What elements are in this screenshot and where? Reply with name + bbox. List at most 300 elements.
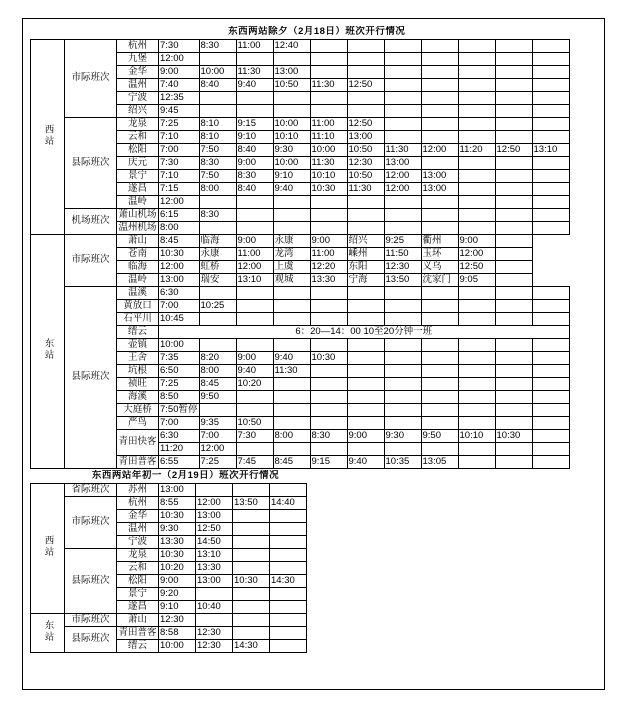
time-cell	[236, 338, 273, 351]
time-cell	[532, 429, 569, 442]
time-cell	[384, 195, 421, 208]
time-cell	[273, 221, 310, 234]
time-cell: 7:50暂停	[160, 403, 198, 415]
time-cell: 6:30	[159, 429, 200, 442]
time-cell: 12:40	[273, 39, 310, 52]
time-cell	[384, 351, 421, 364]
time-cell	[310, 338, 347, 351]
time-cell	[236, 208, 273, 221]
time-cell: 10:30	[233, 574, 270, 587]
time-cell	[347, 390, 384, 403]
time-cell: 10:10	[273, 130, 310, 143]
time-cell: 8:40	[236, 143, 273, 156]
time-cell	[273, 312, 310, 325]
table-row	[31, 117, 570, 130]
time-cell: 13:50	[233, 496, 270, 509]
time-cell	[196, 483, 233, 496]
route-label: 遂昌	[117, 182, 159, 195]
time-cell	[495, 65, 532, 78]
time-cell	[421, 130, 458, 143]
time-cell	[532, 286, 569, 299]
time-cell	[495, 286, 532, 299]
time-cell: 9:10	[236, 130, 273, 143]
time-cell	[384, 117, 421, 130]
time-cell: 6:55	[159, 455, 200, 468]
time-cell: 9:00	[236, 234, 273, 247]
time-cell	[495, 455, 532, 468]
time-cell	[421, 104, 458, 117]
time-cell: 8:10	[199, 117, 236, 130]
route-label: 宁波	[117, 535, 159, 548]
station-label-east: 东站	[31, 234, 65, 468]
time-cell: 8:00	[159, 221, 200, 234]
time-cell	[495, 338, 532, 351]
table2-title-row	[31, 470, 307, 483]
spacer	[31, 26, 65, 39]
time-cell	[384, 403, 421, 416]
time-cell	[273, 442, 310, 455]
time-cell	[532, 195, 569, 208]
time-cell	[347, 442, 384, 455]
time-cell: 13:00	[159, 483, 196, 496]
time-cell: 8:45	[199, 377, 236, 390]
time-cell	[495, 364, 532, 377]
time-cell	[495, 442, 532, 455]
time-cell	[458, 78, 495, 91]
time-cell	[421, 39, 458, 52]
time-cell: 10:00	[310, 143, 347, 156]
time-cell	[421, 351, 458, 364]
time-cell	[384, 364, 421, 377]
route-label: 温州机场	[118, 221, 157, 233]
time-cell	[384, 286, 421, 299]
route-label: 宁波	[117, 91, 159, 104]
time-cell	[273, 416, 310, 429]
time-cell	[495, 117, 532, 130]
time-cell	[233, 535, 270, 548]
time-cell: 10:45	[159, 312, 200, 325]
time-cell: 11:30	[310, 78, 347, 91]
time-cell: 14:30	[270, 574, 307, 587]
route-label: 杭州	[117, 496, 159, 509]
time-cell: 8:45	[273, 455, 310, 468]
time-cell: 9:00	[458, 234, 495, 247]
time-cell: 7:25	[159, 117, 200, 130]
time-cell	[273, 104, 310, 117]
time-cell: 13:00	[384, 156, 421, 169]
time-cell: 13:30	[310, 273, 347, 286]
route-label: 义乌	[421, 260, 458, 273]
route-label: 云和	[117, 561, 159, 574]
time-cell	[495, 247, 532, 260]
time-cell: 11:00	[310, 117, 347, 130]
time-cell	[270, 600, 307, 613]
time-cell	[458, 455, 495, 468]
time-cell: 9:15	[236, 117, 273, 130]
time-cell	[421, 377, 458, 390]
route-label: 苍南	[117, 247, 159, 260]
time-cell: 12:50	[347, 78, 384, 91]
route-label: 景宁	[117, 169, 159, 182]
time-cell: 11:30	[310, 156, 347, 169]
time-cell	[532, 338, 569, 351]
time-cell	[495, 182, 532, 195]
time-cell: 12:50	[347, 117, 384, 130]
group-label-county: 县际班次	[65, 117, 117, 208]
time-cell	[270, 535, 307, 548]
time-cell	[532, 52, 569, 65]
time-cell: 12:50	[495, 143, 532, 156]
group-label-city: 市际班次	[65, 496, 117, 548]
time-cell: 11:00	[236, 247, 273, 260]
time-cell: 13:00	[196, 509, 233, 522]
time-cell	[421, 91, 458, 104]
time-cell: 11:30	[384, 143, 421, 156]
time-cell: 9:50	[421, 429, 458, 442]
route-label: 缙云	[117, 639, 159, 652]
time-cell: 13:00	[421, 169, 458, 182]
time-cell	[458, 130, 495, 143]
time-cell: 10:40	[196, 600, 233, 613]
time-cell	[532, 91, 569, 104]
time-cell	[236, 104, 273, 117]
time-cell	[384, 390, 421, 403]
time-cell	[236, 403, 273, 416]
time-cell: 8:00	[199, 364, 236, 377]
time-cell	[233, 626, 270, 639]
time-cell: 11:00	[310, 247, 347, 260]
time-cell: 9:10	[159, 600, 196, 613]
route-label: 绍兴	[347, 234, 384, 247]
time-cell	[495, 273, 532, 286]
time-cell: 12:00	[384, 182, 421, 195]
time-cell: 12:00	[384, 169, 421, 182]
time-cell	[495, 416, 532, 429]
time-cell: 10:35	[384, 455, 421, 468]
time-cell: 10:20	[236, 377, 273, 390]
route-label: 温州	[117, 78, 159, 91]
group-label-county: 县际班次	[65, 626, 117, 652]
time-cell	[458, 208, 495, 221]
time-cell	[273, 403, 310, 416]
time-cell	[495, 91, 532, 104]
time-cell	[236, 91, 273, 104]
time-cell: 9:00	[159, 574, 196, 587]
time-cell: 8:45	[159, 234, 200, 247]
time-cell	[458, 390, 495, 403]
time-cell	[233, 509, 270, 522]
route-label: 温岭	[117, 273, 159, 286]
time-cell	[347, 312, 384, 325]
time-cell	[421, 390, 458, 403]
time-cell	[273, 377, 310, 390]
time-cell	[199, 104, 236, 117]
time-cell: 9:15	[310, 455, 347, 468]
time-cell	[310, 39, 347, 52]
time-cell	[236, 52, 273, 65]
route-label: 坑根	[117, 364, 159, 377]
time-cell: 10:30	[310, 351, 347, 364]
time-cell	[270, 587, 307, 600]
time-cell: 12:30	[384, 260, 421, 273]
route-note: 6：20—14：00 10至20分钟一班	[159, 325, 570, 338]
time-cell	[310, 442, 347, 455]
time-cell	[384, 442, 421, 455]
time-cell	[458, 52, 495, 65]
group-label-province: 省际班次	[65, 483, 117, 496]
time-cell: 7:25	[159, 377, 200, 390]
time-cell	[532, 169, 569, 182]
time-cell: 9:10	[273, 169, 310, 182]
time-cell: 7:25	[199, 455, 236, 468]
time-cell	[310, 299, 347, 312]
time-cell	[532, 377, 569, 390]
time-cell	[458, 195, 495, 208]
time-cell: 11:20	[458, 143, 495, 156]
time-cell: 10:10	[310, 169, 347, 182]
time-cell: 11:30	[273, 364, 310, 377]
time-cell	[347, 403, 384, 416]
time-cell	[532, 104, 569, 117]
time-cell	[273, 286, 310, 299]
time-cell: 9:40	[347, 455, 384, 468]
time-cell	[199, 195, 236, 208]
route-label: 九堡	[117, 52, 159, 65]
time-cell: 8:30	[199, 208, 236, 221]
time-cell	[532, 65, 569, 78]
route-label: 云和	[117, 130, 159, 143]
time-cell: 12:00	[196, 496, 233, 509]
time-cell: 9:30	[159, 522, 196, 535]
route-label: 庆元	[117, 156, 159, 169]
table-row	[31, 483, 307, 496]
time-cell: 6:15	[159, 208, 200, 221]
time-cell	[532, 390, 569, 403]
time-cell	[495, 195, 532, 208]
time-cell	[495, 104, 532, 117]
group-label-airport: 机场班次	[65, 208, 117, 234]
time-cell	[495, 39, 532, 52]
time-cell	[495, 130, 532, 143]
time-cell	[273, 338, 310, 351]
time-cell	[347, 52, 384, 65]
schedule-table-chuxi	[30, 26, 570, 469]
route-label: 瑞安	[199, 273, 236, 286]
time-cell	[421, 364, 458, 377]
time-cell	[532, 39, 569, 52]
time-cell: 13:00	[273, 65, 310, 78]
time-cell	[421, 221, 458, 234]
time-cell	[384, 208, 421, 221]
route-label: 上虞	[273, 260, 310, 273]
time-cell	[458, 416, 495, 429]
time-cell	[421, 338, 458, 351]
time-cell: 13:10	[532, 143, 569, 156]
time-cell: 10:00	[273, 117, 310, 130]
time-cell	[310, 286, 347, 299]
time-cell	[532, 416, 569, 429]
time-cell	[495, 403, 532, 416]
time-cell	[310, 104, 347, 117]
time-cell	[347, 104, 384, 117]
time-cell	[384, 312, 421, 325]
group-label-city: 市际班次	[65, 39, 117, 117]
time-cell	[233, 548, 270, 561]
time-cell	[532, 455, 569, 468]
time-cell: 9:00	[236, 156, 273, 169]
time-cell	[199, 52, 236, 65]
time-cell: 9:40	[273, 182, 310, 195]
time-cell	[458, 117, 495, 130]
route-label: 龙湾	[273, 247, 310, 260]
time-cell: 12:00	[159, 195, 200, 208]
time-cell: 11:10	[310, 130, 347, 143]
time-cell	[273, 195, 310, 208]
route-label: 景宁	[117, 587, 159, 600]
time-cell	[495, 221, 532, 234]
table-row	[31, 39, 570, 52]
time-cell: 13:10	[236, 273, 273, 286]
time-cell: 12:30	[159, 613, 196, 626]
group-label-county: 县际班次	[65, 548, 117, 613]
time-cell: 11:30	[347, 182, 384, 195]
time-cell	[310, 221, 347, 234]
time-cell: 9:00	[347, 429, 384, 442]
time-cell	[236, 442, 273, 455]
time-cell: 10:20	[159, 561, 196, 574]
time-cell	[233, 561, 270, 574]
time-cell: 9:20	[159, 587, 196, 600]
time-cell	[458, 299, 495, 312]
route-label: 临海	[199, 234, 236, 247]
route-label: 衢州	[421, 234, 458, 247]
time-cell	[421, 78, 458, 91]
time-cell: 8:30	[310, 429, 347, 442]
time-cell	[310, 403, 347, 416]
time-cell: 9:30	[273, 143, 310, 156]
time-cell	[458, 91, 495, 104]
time-cell	[495, 52, 532, 65]
time-cell: 8:50	[159, 390, 200, 403]
table-row	[31, 613, 307, 626]
route-label: 黄放口	[117, 299, 159, 312]
time-cell: 13:50	[384, 273, 421, 286]
time-cell: 8:40	[236, 182, 273, 195]
route-label: 嵊州	[347, 247, 384, 260]
time-cell	[310, 377, 347, 390]
time-cell	[196, 587, 233, 600]
time-cell	[199, 286, 236, 299]
time-cell	[495, 260, 532, 273]
time-cell: 9:50	[199, 390, 236, 403]
route-label: 观城	[273, 273, 310, 286]
time-cell: 10:10	[458, 429, 495, 442]
time-cell	[233, 483, 270, 496]
route-label: 临海	[117, 260, 159, 273]
time-cell	[347, 195, 384, 208]
time-cell: 7:45	[236, 455, 273, 468]
time-cell: 9:05	[458, 273, 495, 286]
time-cell	[236, 299, 273, 312]
time-cell: 12:20	[310, 260, 347, 273]
time-cell: 8:00	[199, 182, 236, 195]
time-cell	[532, 208, 569, 221]
route-label: 龙泉	[117, 548, 159, 561]
route-label: 温岭	[117, 195, 159, 208]
time-cell: 12:00	[159, 52, 200, 65]
route-label: 宁海	[347, 273, 384, 286]
time-cell	[532, 117, 569, 130]
time-cell	[196, 613, 233, 626]
time-cell	[233, 613, 270, 626]
time-cell	[199, 403, 236, 416]
time-cell	[236, 312, 273, 325]
route-label: 温州	[117, 522, 159, 535]
time-cell	[347, 351, 384, 364]
time-cell	[495, 312, 532, 325]
time-cell: 10:30	[495, 429, 532, 442]
route-label: 松阳	[117, 574, 159, 587]
time-cell: 9:00	[310, 234, 347, 247]
time-cell: 10:00	[273, 156, 310, 169]
time-cell	[458, 338, 495, 351]
time-cell	[199, 312, 236, 325]
time-cell	[458, 286, 495, 299]
time-cell: 11:20	[159, 442, 200, 455]
time-cell	[495, 299, 532, 312]
time-cell: 8:30	[236, 169, 273, 182]
route-label: 永康	[273, 234, 310, 247]
time-cell: 7:15	[159, 182, 200, 195]
spacer	[31, 470, 65, 483]
time-cell: 13:00	[196, 574, 233, 587]
time-cell	[347, 39, 384, 52]
time-cell	[384, 52, 421, 65]
time-cell	[458, 442, 495, 455]
time-cell	[384, 78, 421, 91]
route-label: 萧山	[117, 613, 159, 626]
table2-title: 东西两站年初一（2月19日）班次开行情况	[91, 470, 280, 482]
route-label: 温溪	[117, 286, 159, 299]
route-label: 严鸟	[117, 416, 159, 429]
time-cell	[347, 65, 384, 78]
time-cell	[270, 509, 307, 522]
time-cell: 13:10	[196, 548, 233, 561]
time-cell	[270, 561, 307, 574]
time-cell	[532, 312, 569, 325]
time-cell	[532, 221, 569, 234]
route-label: 苏州	[117, 483, 159, 496]
time-cell	[458, 65, 495, 78]
table-row	[31, 208, 570, 221]
time-cell: 7:50	[199, 143, 236, 156]
time-cell: 14:30	[233, 639, 270, 652]
time-cell: 11:00	[236, 39, 273, 52]
time-cell: 13:00	[347, 130, 384, 143]
time-cell	[236, 195, 273, 208]
time-cell	[532, 156, 569, 169]
time-cell	[270, 483, 307, 496]
time-cell: 8:58	[159, 626, 196, 639]
time-cell	[310, 195, 347, 208]
time-cell: 9:40	[236, 364, 273, 377]
time-cell: 7:30	[159, 39, 200, 52]
time-cell	[421, 52, 458, 65]
time-cell	[458, 403, 495, 416]
time-cell	[347, 208, 384, 221]
time-cell	[270, 548, 307, 561]
time-cell: 14:40	[270, 496, 307, 509]
